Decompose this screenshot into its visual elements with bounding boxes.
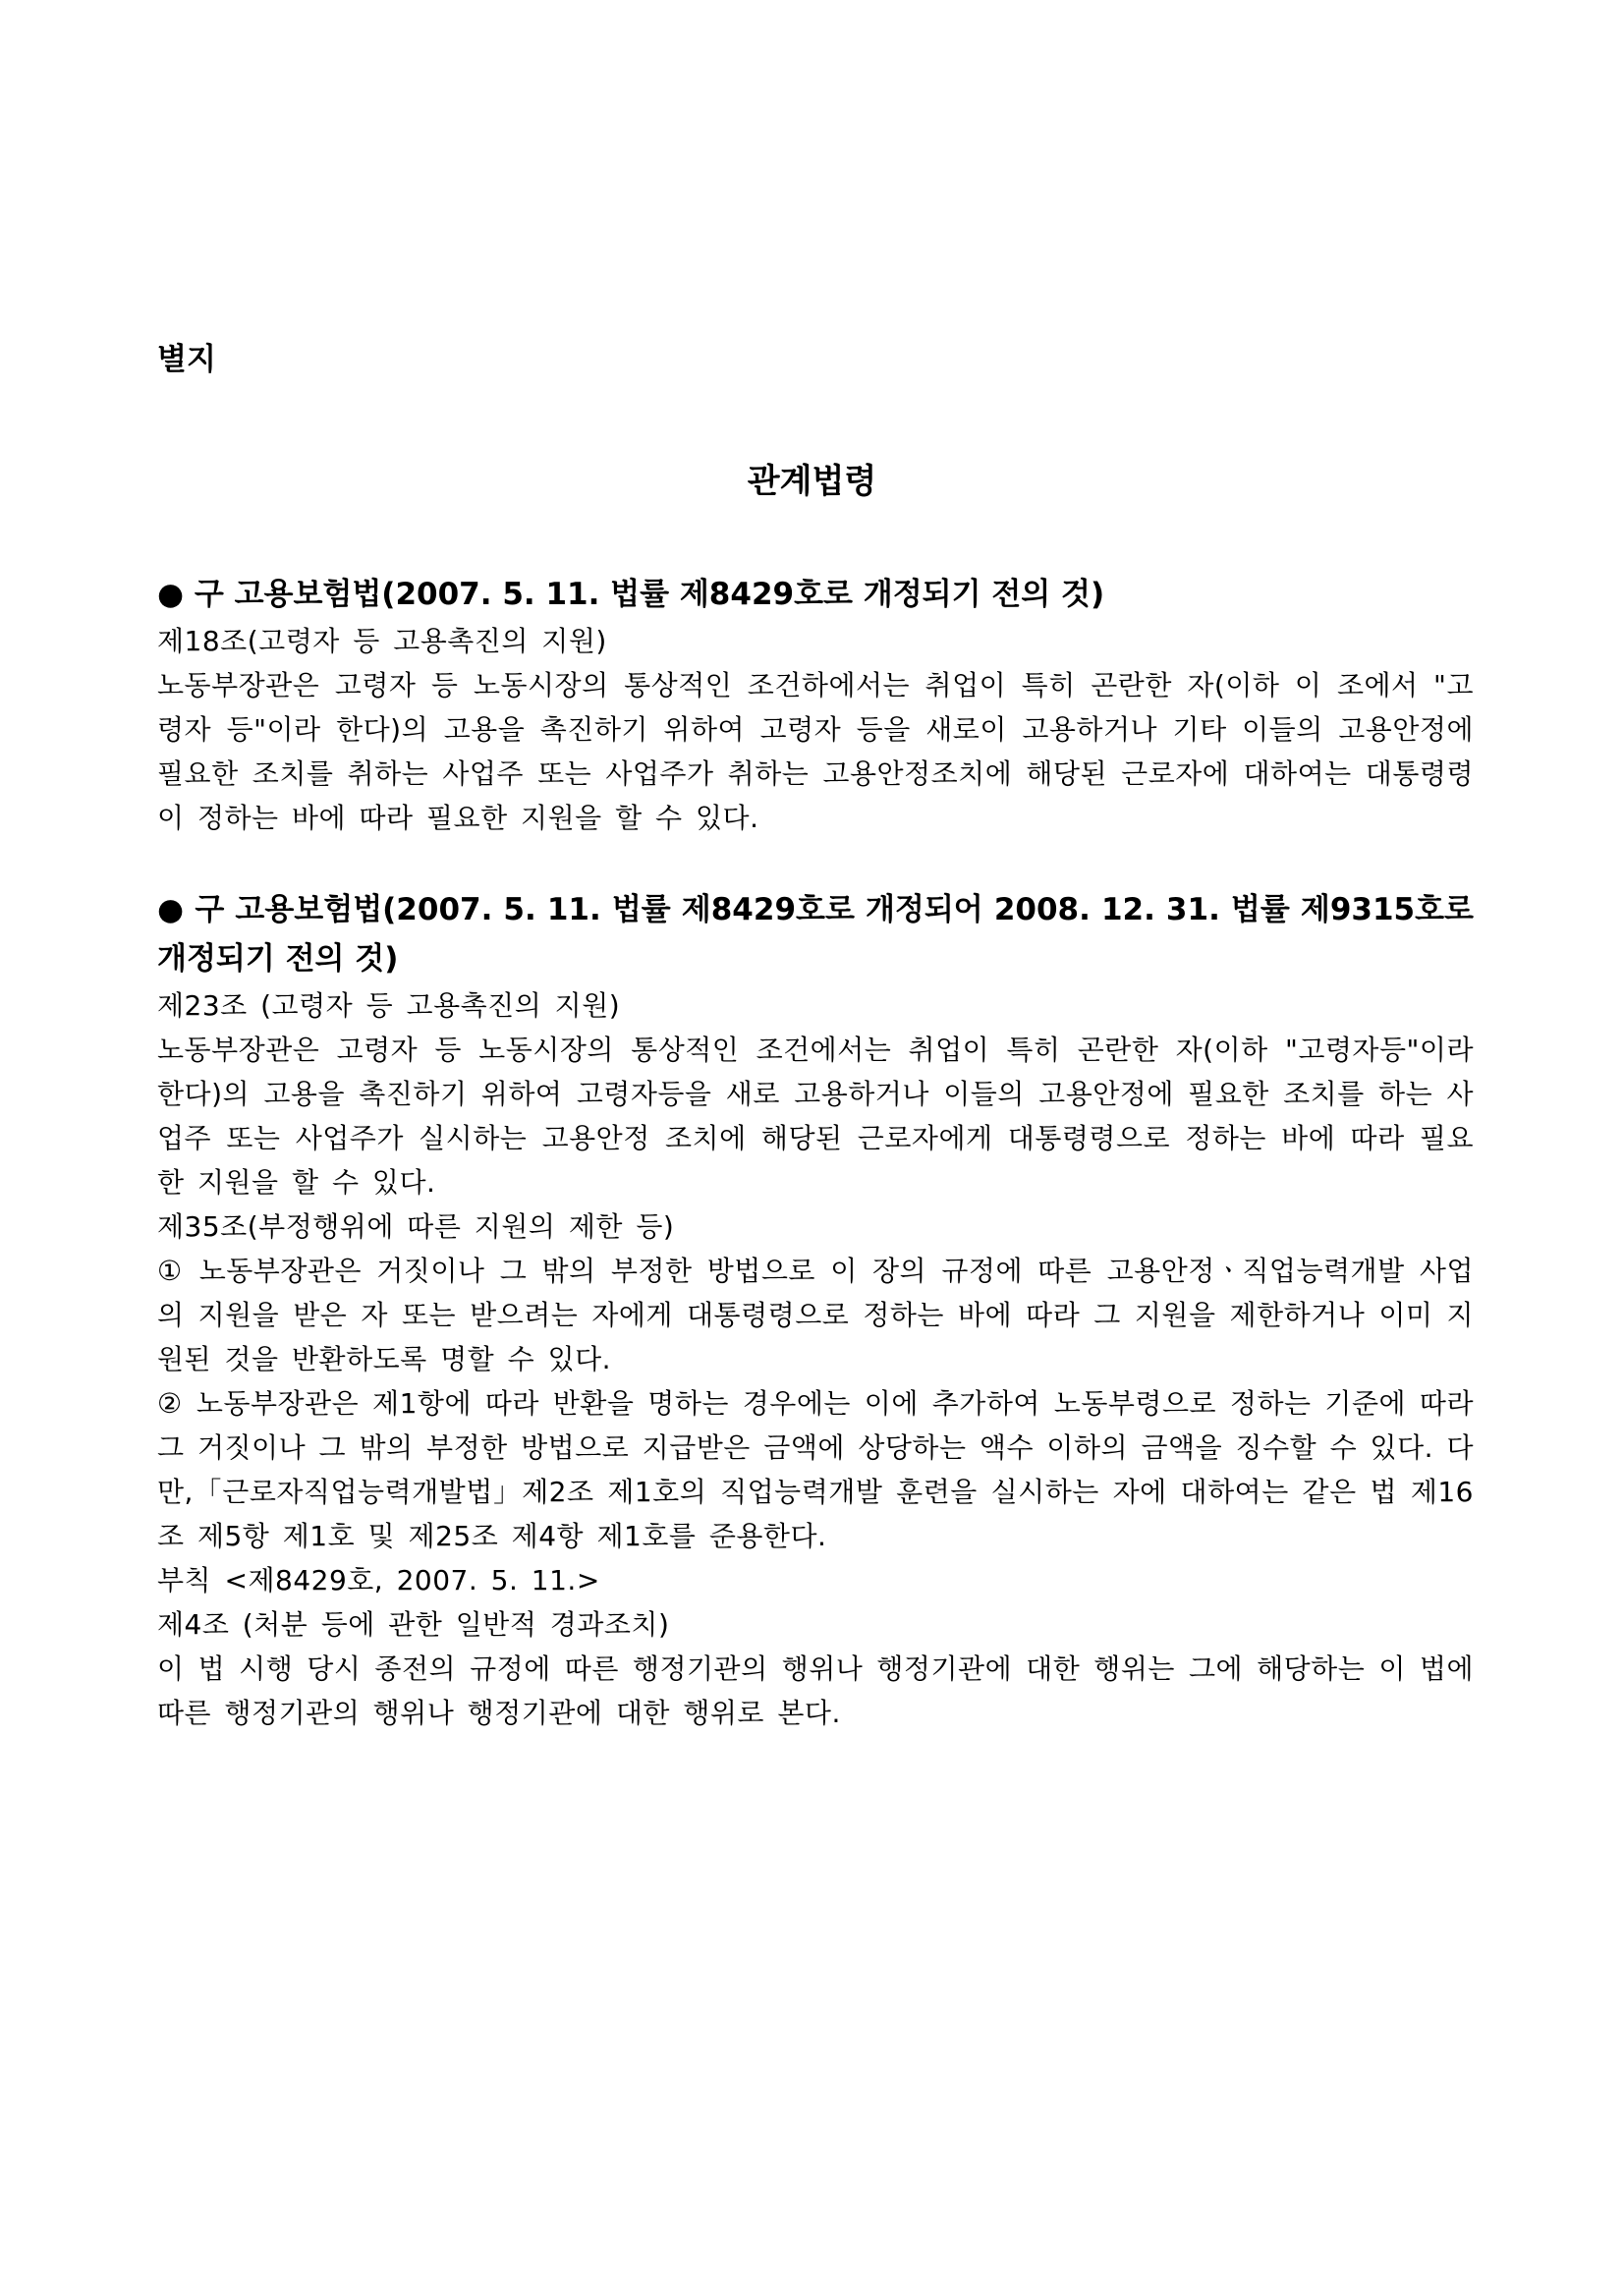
addendum-heading: 부칙 <제8429호, 2007. 5. 11.> [157, 1564, 600, 1596]
article-paragraph: ① 노동부장관은 거짓이나 그 밖의 부정한 방법으로 이 장의 규정에 따른 고용안정ㆍ직업능력개발 사업의 지원을 받은 자 또는 받으려는 자에게 대통령령으로 정하는 바에 따라 그 지원을 제한하거나 이미 지원된 것을 반환하도록 명할 수 있다. [157, 1255, 1474, 1375]
law-section [157, 885, 1474, 1735]
article-heading: 제35조(부정행위에 따른 지원의 제한 등) [157, 1210, 675, 1243]
article-heading: 제23조 (고령자 등 고용촉진의 지원) [157, 989, 621, 1022]
section-heading: ● 구 고용보험법(2007. 5. 11. 법률 제8429호로 개정되기 전의 것) [157, 577, 1105, 612]
document-title: 관계법령 [747, 462, 877, 501]
article-paragraph: 이 법 시행 당시 종전의 규정에 따른 행정기관의 행위나 행정기관에 대한 행위는 그에 해당하는 이 법에 따른 행정기관의 행위나 행정기관에 대한 행위로 본다. [157, 1652, 1474, 1729]
law-section [157, 570, 1474, 840]
section-heading: ● 구 고용보험법(2007. 5. 11. 법률 제8429호로 개정되어 2008. 12. 31. 법률 제9315호로 개정되기 전의 것) [157, 892, 1474, 977]
article-heading: 제18조(고령자 등 고용촉진의 지원) [157, 625, 607, 657]
article-paragraph: 노동부장관은 고령자 등 노동시장의 통상적인 조건에서는 취업이 특히 곤란한 자(이하 "고령자등"이라 한다)의 고용을 촉진하기 위하여 고령자등을 새로 고용하거나 이들의 고용안정에 필요한 조치를 하는 사업주 또는 사업주가 실시하는 고용안정 조치에 해당된 근로자에게 대통령령으로 정하는 바에 따라 필요한 지원을 할 수 있다. [157, 1034, 1474, 1199]
attachment-label: 별지 [157, 342, 216, 377]
document-body [157, 570, 1474, 1735]
article-paragraph: ② 노동부장관은 제1항에 따라 반환을 명하는 경우에는 이에 추가하여 노동부령으로 정하는 기준에 따라 그 거짓이나 그 밖의 부정한 방법으로 지급받은 금액에 상당하는 액수 이하의 금액을 징수할 수 있다. 다만,「근로자직업능력개발법」제2조 제1호의 직업능력개발 훈련을 실시하는 자에 대하여는 같은 법 제16조 제5항 제1호 및 제25조 제4항 제1호를 준용한다. [157, 1387, 1474, 1552]
article-heading: 제4조 (처분 등에 관한 일반적 경과조치) [157, 1608, 670, 1641]
article-paragraph: 노동부장관은 고령자 등 노동시장의 통상적인 조건하에서는 취업이 특히 곤란한 자(이하 이 조에서 "고령자 등"이라 한다)의 고용을 촉진하기 위하여 고령자 등을 새로이 고용하거나 기타 이들의 고용안정에 필요한 조치를 취하는 사업주 또는 사업주가 취하는 고용안정조치에 해당된 근로자에 대하여는 대통령령이 정하는 바에 따라 필요한 지원을 할 수 있다. [157, 669, 1474, 834]
